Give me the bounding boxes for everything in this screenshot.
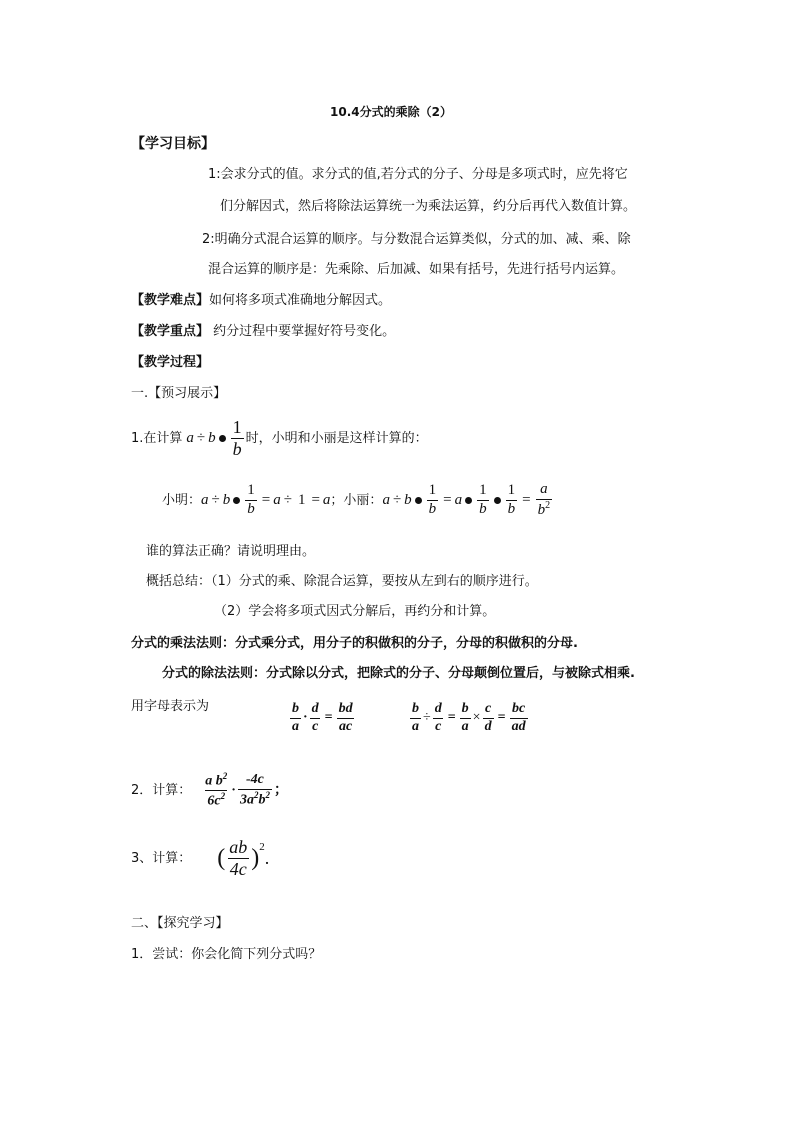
learning-goals-heading: 【学习目标】: [131, 136, 215, 152]
try-line: 1．尝试：你会化简下列分式吗？: [131, 947, 322, 962]
math-a: a: [186, 429, 194, 446]
goal-2-line-1: 2:明确分式混合运算的顺序。与分数混合运算类似，分式的加、减、乘、除: [202, 232, 631, 247]
dot-operator: [415, 497, 422, 504]
math-b: b: [208, 429, 216, 446]
process-heading: 【教学过程】: [131, 355, 210, 370]
difficulty-label: 【教学难点】: [131, 293, 210, 308]
q2-expression: $\frac{a b^2}{6c^2}$ · $\frac{-4c}{3a^2b^2}$ ；: [205, 771, 288, 809]
difficulty-text: 如何将多项式准确地分解因式。: [209, 293, 392, 308]
dot-operator: [219, 435, 226, 442]
fraction-1-over-b: $\frac{1}{b}$: [507, 482, 516, 517]
section-2-heading: 二、【探究学习】: [131, 916, 229, 931]
solutions-row: 小明： a ÷ b $\frac{1}{b}$ = a ÷ 1 = a ；小丽： a ÷ b $\frac{1}{b}$ = a $\frac{1}{b}$ $\frac{1}{b}$ = $\frac{a}{b^2}$: [162, 481, 551, 518]
question-3: [131, 838, 269, 879]
xiaoli-label: ；小丽：: [330, 492, 383, 508]
dot-operator: [465, 497, 472, 504]
goal-1-line-1: 1:会求分式的值。求分式的值,若分式的分子、分母是多项式时，应先将它: [208, 167, 628, 182]
multiplication-formula: $\frac{b}{a}$ · $\frac{d}{c}$ = $\frac{bd}{ac}$: [292, 701, 353, 734]
q3-label: 3、计算：: [131, 850, 192, 866]
q1-suffix: 时，小明和小丽是这样计算的：: [245, 430, 428, 446]
dot-operator: [494, 497, 501, 504]
key-point-label: 【教学重点】: [131, 324, 210, 339]
summary-1: 概括总结：（1）分式的乘、除混合运算，要按从左到右的顺序进行。: [146, 574, 538, 589]
key-point-text: 约分过程中要掌握好符号变化。: [209, 324, 396, 339]
multiplication-rule: 分式的乘法法则：分式乘分式，用分子的积做积的分子，分母的积做积的分母.: [131, 636, 578, 651]
q1-prefix: 1.在计算: [131, 430, 183, 446]
division-rule: 分式的除法法则：分式除以分式，把除式的分子、分母颠倒位置后，与被除式相乘.: [162, 666, 635, 681]
fraction-a-over-b-squared: $\frac{a}{b^2}$: [537, 481, 551, 518]
who-is-right: 谁的算法正确？请说明理由。: [146, 544, 316, 559]
section-1-heading: 一.【预习展示】: [131, 386, 227, 401]
q3-expression: ( $\frac{ab}{4c}$ ) $^2$ .: [217, 837, 270, 879]
fraction-1-over-b: $\frac{1}{b}$: [428, 482, 437, 517]
fraction-1-over-b: $\frac{1}{b}$: [479, 482, 487, 517]
division-formula: $\frac{b}{a}$ ÷ $\frac{d}{c}$ = $\frac{b}{a}$ × $\frac{c}{d}$ = $\frac{bc}{ad}$: [412, 701, 526, 734]
question-2: [131, 772, 288, 810]
summary-2: （2）学会将多项式因式分解后，再约分和计算。: [214, 604, 496, 619]
question-1: [131, 418, 428, 459]
page-title: 10.4分式的乘除（2）: [330, 105, 452, 119]
teaching-difficulty: [131, 294, 391, 307]
div-sign: ÷: [196, 429, 206, 446]
dot-operator: [233, 497, 240, 504]
xiaoming-label: 小明：: [162, 492, 202, 508]
fraction-1-over-b: $\frac{1}{b}$: [247, 482, 255, 517]
q2-label: 2．计算：: [131, 783, 192, 799]
fraction-1-over-b: $\frac{1}{b}$: [232, 417, 242, 459]
goal-1-line-2: 们分解因式，然后将除法运算统一为乘法运算，约分后再代入数值计算。: [220, 199, 637, 214]
goal-2-line-2: 混合运算的顺序是：先乘除、后加减、如果有括号，先进行括号内运算。: [208, 262, 625, 277]
teaching-key-point: [131, 325, 395, 338]
letters-label: 用字母表示为: [131, 699, 210, 714]
